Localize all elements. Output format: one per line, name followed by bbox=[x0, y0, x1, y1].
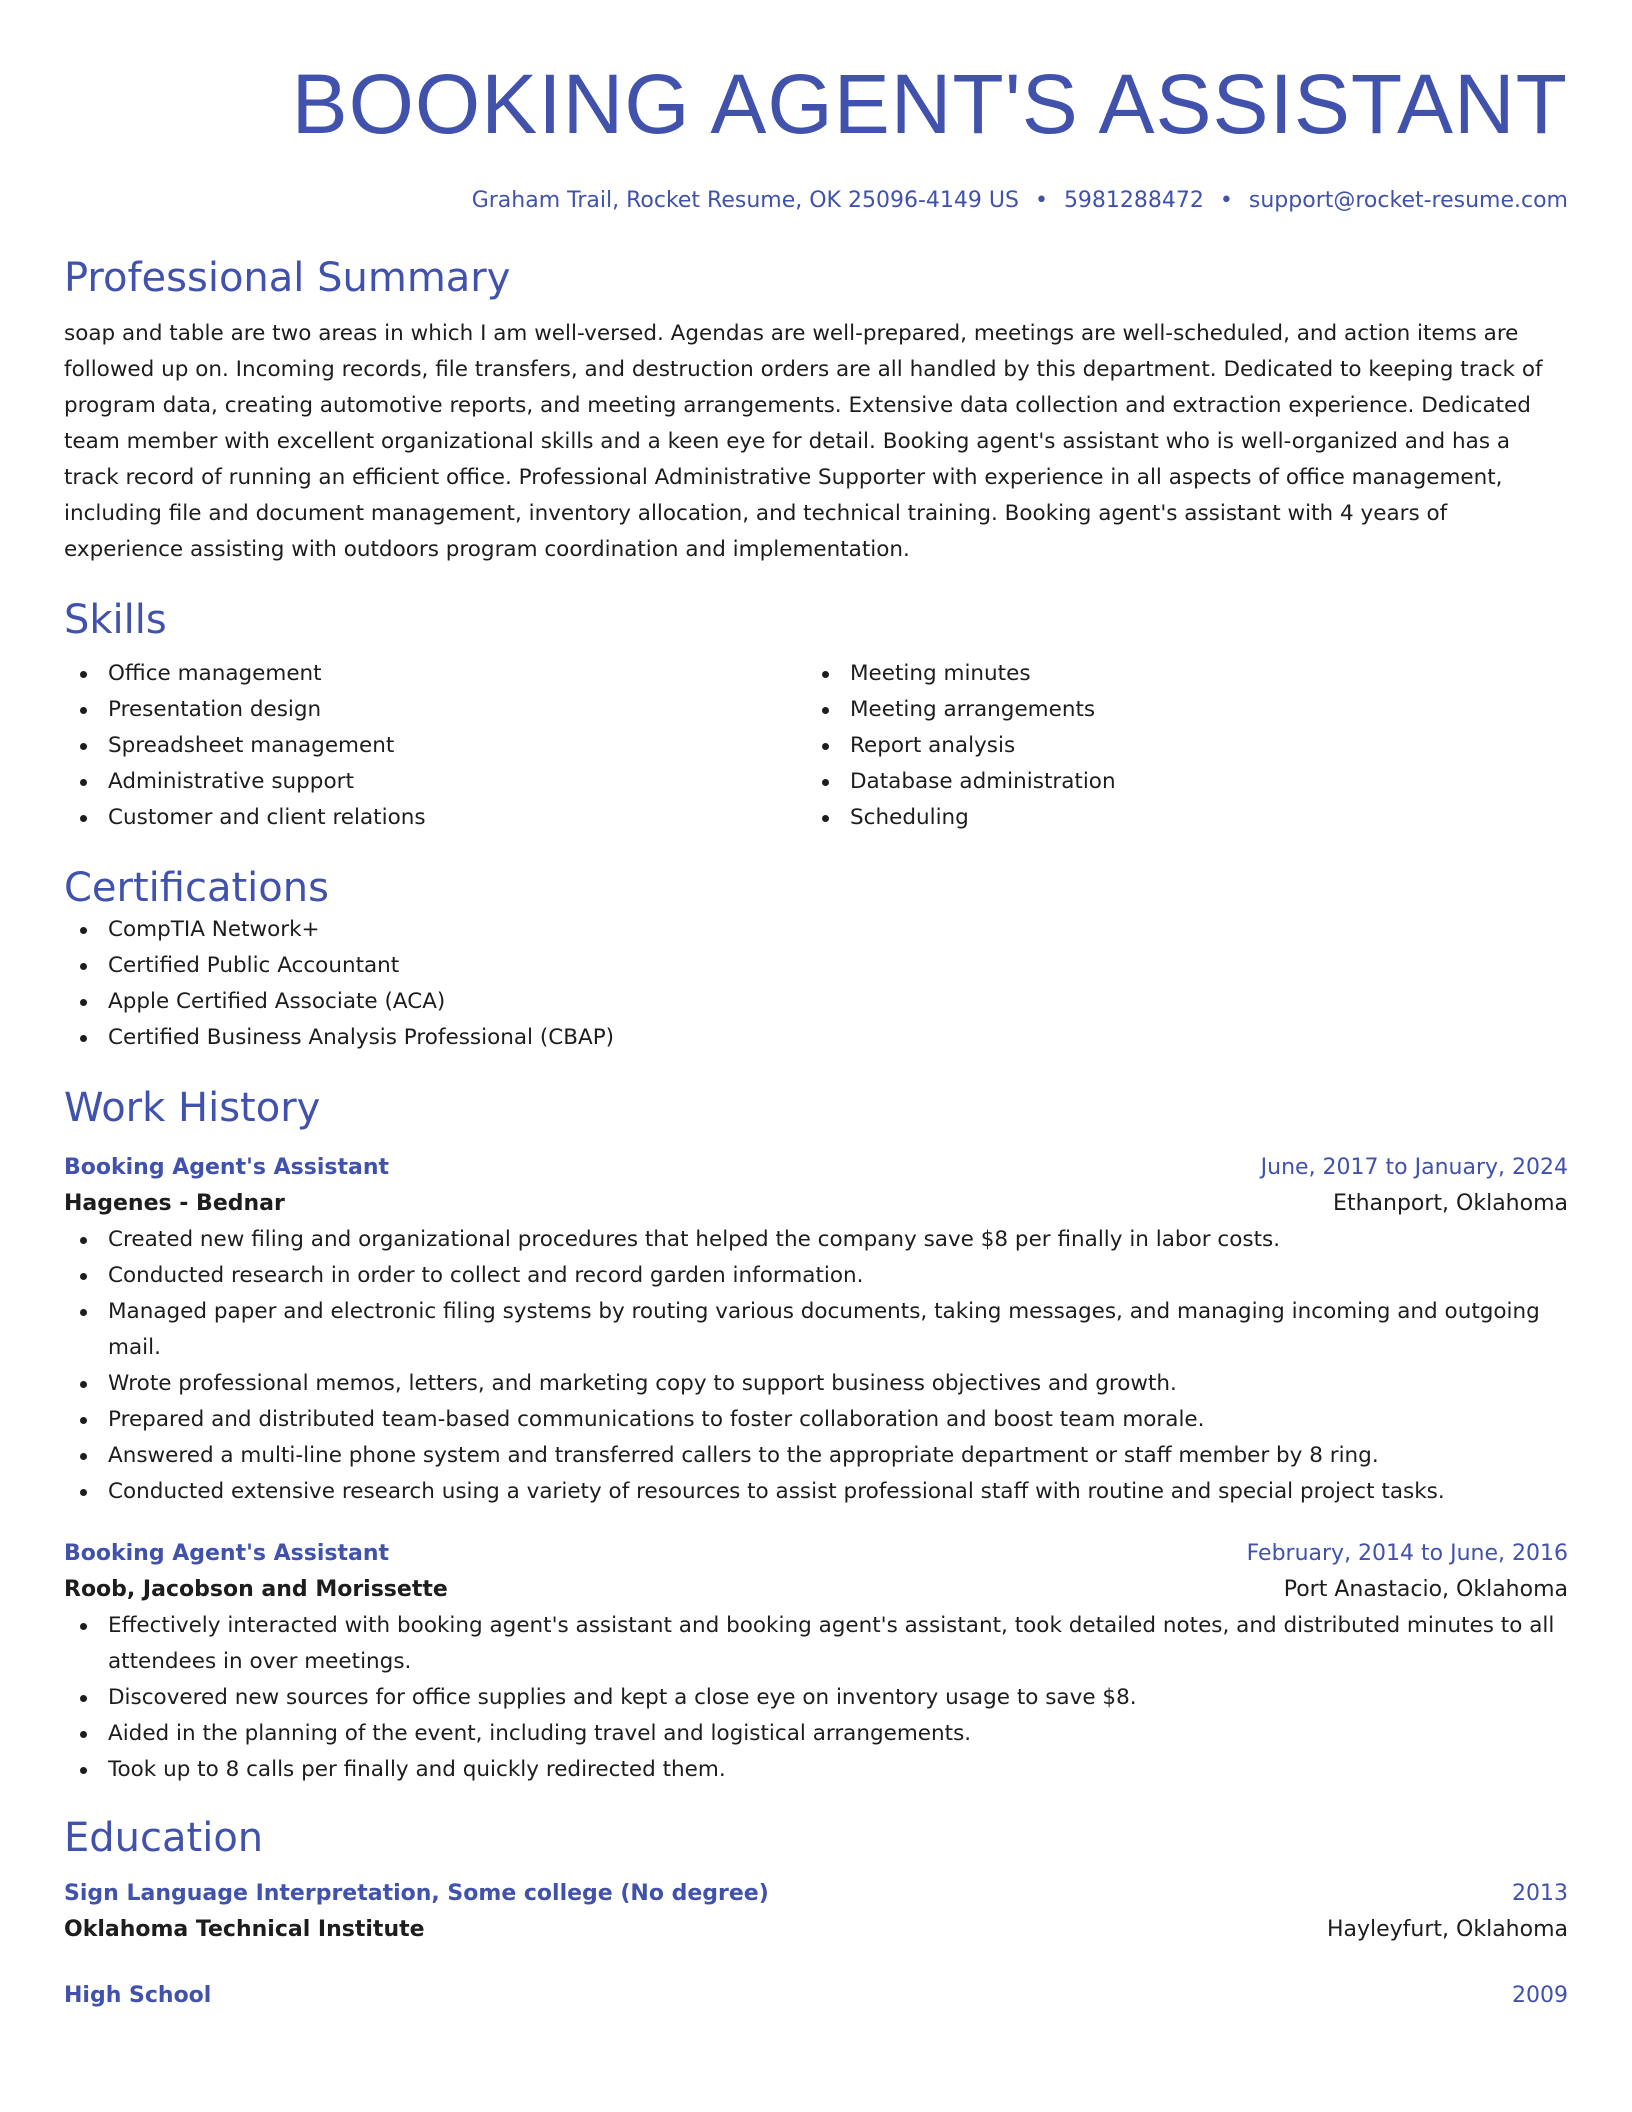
job-dates: June, 2017 to January, 2024 bbox=[1260, 1155, 1568, 1180]
education-location: Hayleyfurt, Oklahoma bbox=[1326, 1917, 1568, 1942]
job-bullet: Conducted extensive research using a variety of resources to assist professional staff with routine and special project tasks. bbox=[64, 1474, 1568, 1510]
work-history-heading: Work History bbox=[64, 1085, 321, 1131]
skill-item: Report analysis bbox=[806, 728, 1548, 764]
contact-address: Graham Trail, Rocket Resume, OK 25096-4149 US bbox=[471, 188, 1019, 213]
job-bullet: Aided in the planning of the event, including travel and logistical arrangements. bbox=[64, 1716, 1568, 1752]
certification-item: Certified Public Accountant bbox=[64, 948, 1568, 984]
certifications-heading: Certifications bbox=[64, 865, 329, 911]
summary-text: soap and table are two areas in which I am well-versed. Agendas are well-prepared, meetings are well-scheduled, and action items are followed up on. Incoming records, file transfers, and destruction orders are all handled by this department. Dedicated to keeping track of program data, creating automotive reports, and meeting arrangements. Extensive data collection and extraction experience. Dedicated team member with excellent organizational skills and a keen eye for detail. Booking agent's assistant who is well-organized and has a track record of running an efficient office. Professional Administrative Supporter with experience in all aspects of office management, including file and document management, inventory allocation, and technical training. Booking agent's assistant with 4 years of experience assisting with outdoors program coordination and implementation. bbox=[64, 321, 1543, 562]
summary-heading: Professional Summary bbox=[64, 255, 511, 301]
job-location: Port Anastacio, Oklahoma bbox=[1283, 1577, 1568, 1602]
skills-column-left bbox=[64, 656, 806, 836]
skill-item: Meeting minutes bbox=[806, 656, 1548, 692]
contact-separator: • bbox=[1034, 188, 1048, 213]
job-bullet: Discovered new sources for office supplies and kept a close eye on inventory usage to save $8. bbox=[64, 1680, 1568, 1716]
skill-item: Customer and client relations bbox=[64, 800, 806, 836]
job-dates: February, 2014 to June, 2016 bbox=[1246, 1541, 1568, 1566]
certifications-section bbox=[64, 864, 1568, 1056]
job-entry bbox=[64, 1536, 1568, 1788]
education-year: 2013 bbox=[1512, 1881, 1568, 1906]
skill-item: Spreadsheet management bbox=[64, 728, 806, 764]
job-bullet: Answered a multi-line phone system and transferred callers to the appropriate department or staff member by 8 ring. bbox=[64, 1438, 1568, 1474]
skill-item: Presentation design bbox=[64, 692, 806, 728]
contact-email[interactable]: support@rocket-resume.com bbox=[1248, 188, 1568, 213]
job-bullet: Created new filing and organizational procedures that helped the company save $8 per finally in labor costs. bbox=[64, 1222, 1568, 1258]
education-entry bbox=[64, 1978, 1568, 2014]
contact-line bbox=[64, 186, 1568, 216]
education-degree: Sign Language Interpretation, Some college (No degree) bbox=[64, 1881, 769, 1906]
skills-grid bbox=[64, 656, 1568, 836]
job-title: Booking Agent's Assistant bbox=[64, 1541, 389, 1566]
job-bullet: Prepared and distributed team-based communications to foster collaboration and boost team morale. bbox=[64, 1402, 1568, 1438]
education-year: 2009 bbox=[1512, 1983, 1568, 2008]
education-section bbox=[64, 1814, 1568, 2014]
certification-item: Apple Certified Associate (ACA) bbox=[64, 984, 1568, 1020]
education-entry bbox=[64, 1876, 1568, 1948]
job-location: Ethanport, Oklahoma bbox=[1333, 1191, 1568, 1216]
certifications-list bbox=[64, 912, 1568, 1056]
education-heading: Education bbox=[64, 1815, 264, 1861]
certification-item: CompTIA Network+ bbox=[64, 912, 1568, 948]
job-company: Roob, Jacobson and Morissette bbox=[64, 1577, 448, 1602]
skill-item: Scheduling bbox=[806, 800, 1548, 836]
candidate-name: BOOKING AGENT'S ASSISTANT bbox=[291, 57, 1568, 151]
job-entry bbox=[64, 1150, 1568, 1510]
job-title: Booking Agent's Assistant bbox=[64, 1155, 389, 1180]
job-responsibilities bbox=[64, 1608, 1568, 1788]
job-bullet: Managed paper and electronic filing systems by routing various documents, taking messages, and managing incoming and outgoing mail. bbox=[64, 1294, 1568, 1366]
resume-header bbox=[64, 56, 1568, 216]
job-header-row bbox=[64, 1536, 1568, 1572]
job-bullet: Wrote professional memos, letters, and marketing copy to support business objectives and growth. bbox=[64, 1366, 1568, 1402]
job-company: Hagenes - Bednar bbox=[64, 1191, 285, 1216]
skills-column-right bbox=[806, 656, 1548, 836]
skill-item: Meeting arrangements bbox=[806, 692, 1548, 728]
certification-item: Certified Business Analysis Professional (CBAP) bbox=[64, 1020, 1568, 1056]
job-company-row bbox=[64, 1186, 1568, 1222]
education-header-row bbox=[64, 1876, 1568, 1912]
summary-section bbox=[64, 254, 1568, 568]
job-header-row bbox=[64, 1150, 1568, 1186]
skill-item: Administrative support bbox=[64, 764, 806, 800]
contact-separator: • bbox=[1219, 188, 1233, 213]
job-bullet: Effectively interacted with booking agent's assistant and booking agent's assistant, took detailed notes, and distributed minutes to all attendees in over meetings. bbox=[64, 1608, 1568, 1680]
job-bullet: Took up to 8 calls per finally and quickly redirected them. bbox=[64, 1752, 1568, 1788]
work-history-section bbox=[64, 1084, 1568, 1788]
contact-phone[interactable]: 5981288472 bbox=[1063, 188, 1204, 213]
job-responsibilities bbox=[64, 1222, 1568, 1510]
skill-item: Office management bbox=[64, 656, 806, 692]
job-company-row bbox=[64, 1572, 1568, 1608]
skill-item: Database administration bbox=[806, 764, 1548, 800]
education-school: Oklahoma Technical Institute bbox=[64, 1917, 425, 1942]
education-header-row bbox=[64, 1978, 1568, 2014]
skills-section bbox=[64, 596, 1568, 836]
job-bullet: Conducted research in order to collect and record garden information. bbox=[64, 1258, 1568, 1294]
education-degree: High School bbox=[64, 1983, 212, 2008]
education-school-row bbox=[64, 1912, 1568, 1948]
skills-heading: Skills bbox=[64, 597, 167, 643]
